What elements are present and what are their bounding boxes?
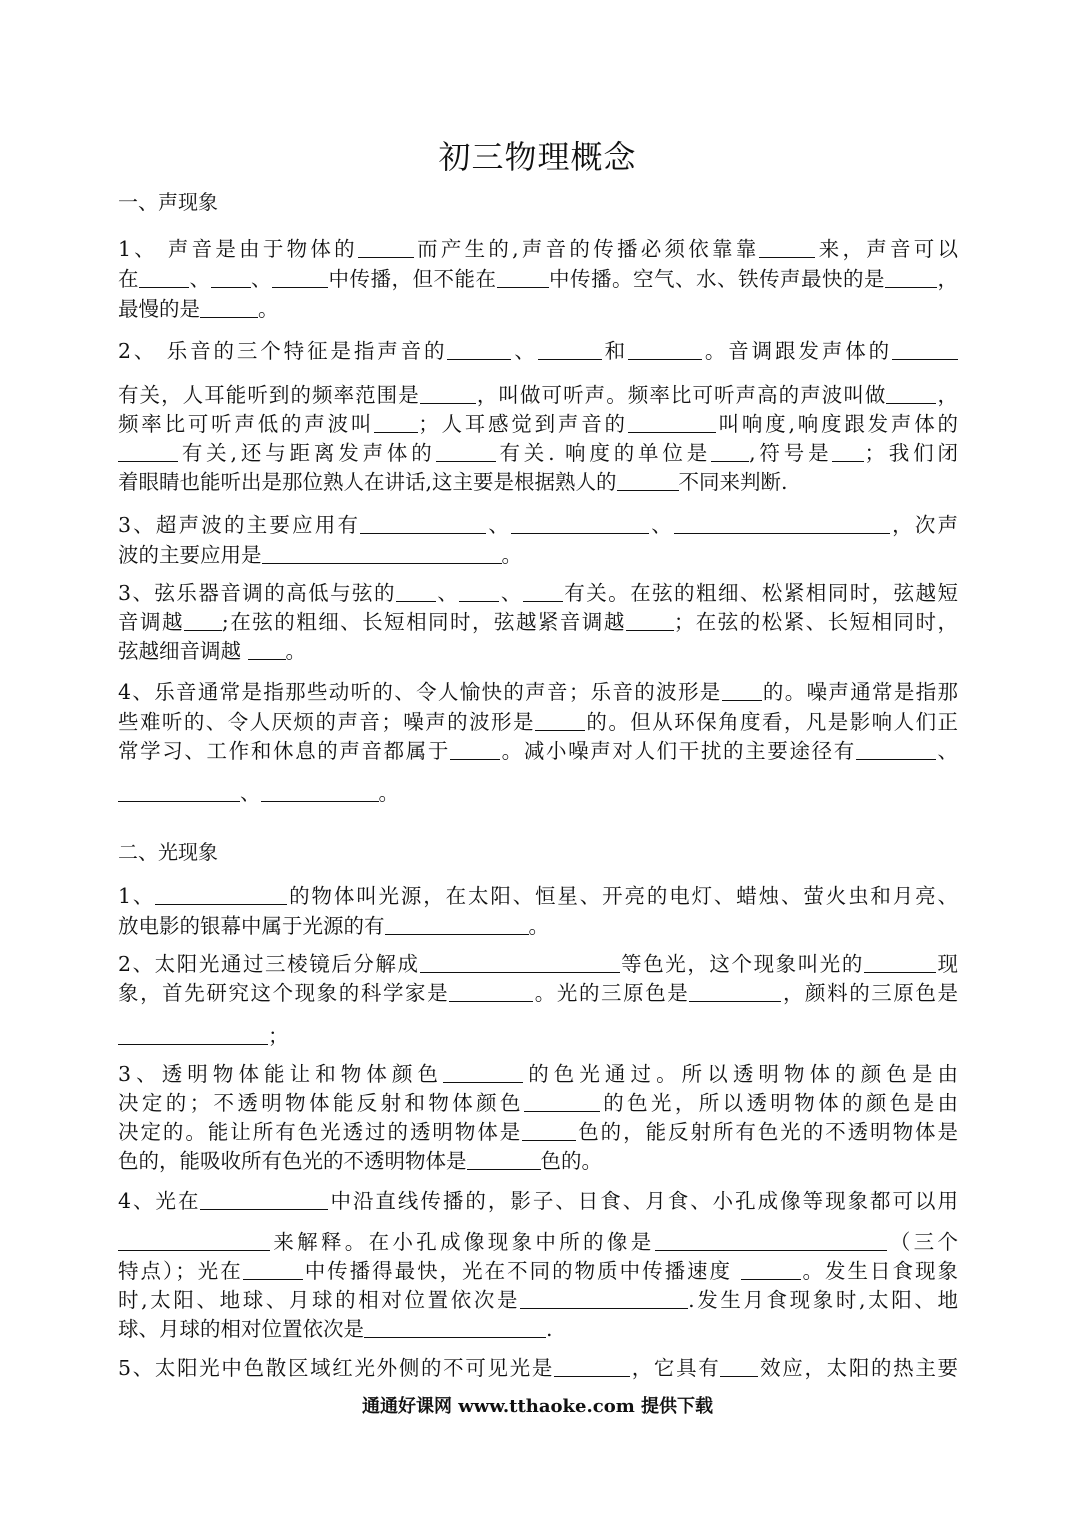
blank <box>885 265 937 288</box>
section-heading-light: 二、光现象 <box>118 840 218 864</box>
blank <box>886 381 936 404</box>
blank <box>628 337 702 360</box>
blank <box>864 950 936 973</box>
page-footer: 通通好课网 www.tthaoke.com 提供下载 <box>361 1396 714 1417</box>
blank <box>360 511 486 534</box>
blank <box>674 511 890 534</box>
blank <box>711 439 749 462</box>
blank <box>722 678 762 701</box>
blank <box>655 1228 887 1251</box>
q2-line-2: 有关，人耳能听到的频率范围是 ，叫做可听声。频率比可听声高的声波叫做 ， <box>118 383 959 407</box>
q4-line-4: 、 。 <box>118 776 958 806</box>
blank <box>554 1354 630 1377</box>
blank <box>139 265 189 288</box>
p3-line-4: 色的，能吸收所有色光的不透明物体是 色的。 <box>118 1149 602 1173</box>
q4-line-2: 些难听的、令人厌烦的声音；噪声的波形是 的。但从环保角度看，凡是影响人们正 <box>118 710 959 734</box>
q3a-line-2: 波的主要应用是 。 <box>118 543 522 567</box>
blank <box>385 912 529 935</box>
blank <box>497 265 549 288</box>
blank <box>200 1187 328 1210</box>
p5-line-1: 5、太阳光中色散区域红光外侧的不可见光是 ，它具有 效应，太阳的热主要 <box>118 1356 959 1380</box>
q4-line-1: 4、乐音通常是指那些动听的、令人愉快的声音；乐音的波形是 的。噪声通常是指那 <box>118 680 959 704</box>
blank <box>832 439 864 462</box>
p1-line-1: 1、 的物体叫光源，在太阳、恒星、开亮的电灯、蜡烛、萤火虫和月亮、 <box>118 884 959 908</box>
blank <box>396 579 436 602</box>
blank <box>184 608 222 631</box>
q1-line-1: 1、 声音是由于物体的 而产生的,声音的传播必须依靠靠 来，声音可以 <box>118 237 959 261</box>
p4-line-4: 时,太阳、地球、月球的相对位置依次是 .发生月食现象时,太阳、地 <box>118 1288 958 1312</box>
blank <box>689 979 781 1002</box>
blank <box>211 265 251 288</box>
p1-line-2: 放电影的银幕中属于光源的有 。 <box>118 914 549 938</box>
blank <box>436 439 496 462</box>
blank <box>420 950 620 973</box>
blank <box>118 1022 268 1045</box>
blank <box>243 1257 303 1280</box>
p4-line-1: 4、光在 中沿直线传播的，影子、日食、月食、小孔成像等现象都可以用 <box>118 1189 959 1213</box>
blank <box>467 1147 541 1170</box>
p2-line-3: ； <box>118 1019 958 1049</box>
p4-line-2: 来解释。在小孔成像现象中所的像是 （三个 <box>118 1225 958 1255</box>
q4-line-3: 常学习、工作和休息的声音都属于 。减小噪声对人们干扰的主要途径有 、 <box>118 739 959 763</box>
blank <box>118 1228 270 1251</box>
blank <box>759 235 815 258</box>
blank <box>262 541 502 564</box>
blank <box>118 439 178 462</box>
blank <box>856 737 936 760</box>
section-heading-sound: 一、声现象 <box>118 190 218 214</box>
blank <box>535 708 585 731</box>
q3b-line-3: 弦越细音调越 。 <box>118 639 307 663</box>
blank <box>272 265 328 288</box>
p3-line-3: 决定的。能让所有色光透过的透明物体是 色的，能反射所有色光的不透明物体是 <box>118 1120 959 1144</box>
q3b-line-2: 音调越 ;在弦的粗细、长短相同时，弦越紧音调越 ；在弦的松紧、长短相同时， <box>118 610 959 634</box>
blank <box>364 1315 546 1338</box>
blank <box>523 579 563 602</box>
p4-line-5: 球、月球的相对位置依次是 . <box>118 1317 553 1341</box>
q2-line-1: 2、 乐音的三个特征是指声音的 、 和 。音调跟发声体的 <box>118 334 958 364</box>
blank <box>617 468 679 491</box>
blank <box>626 608 674 631</box>
blank <box>628 410 716 433</box>
blank <box>443 1060 523 1083</box>
blank <box>892 337 958 360</box>
q1-line-3: 最慢的是 。 <box>118 297 279 321</box>
blank <box>449 979 533 1002</box>
blank <box>538 337 602 360</box>
q3a-line-1: 3、超声波的主要应用有 、 、 ，次声 <box>118 513 959 537</box>
blank <box>524 1089 600 1112</box>
p3-line-1: 3、透明物体能让和物体颜色 的色光通过。所以透明物体的颜色是由 <box>118 1062 958 1086</box>
blank <box>420 381 476 404</box>
blank <box>741 1257 801 1280</box>
q2-line-5: 着眼睛也能听出是那位熟人在讲话,这主要是根据熟人的 不同来判断. <box>118 470 788 494</box>
q2-line-3: 频率比可听声低的声波叫 ；人耳感觉到声音的 叫响度,响度跟发声体的 <box>118 412 958 436</box>
blank <box>450 737 500 760</box>
p4-line-3: 特点）；光在 中传播得最快，光在不同的物质中传播速度 。发生日食现象 <box>118 1259 959 1283</box>
blank <box>511 511 649 534</box>
blank <box>200 295 258 318</box>
blank <box>261 779 379 802</box>
p2-line-2: 象，首先研究这个现象的科学家是 。光的三原色是 ，颜料的三原色是 <box>118 981 959 1005</box>
blank <box>248 637 286 660</box>
p3-line-2: 决定的；不透明物体能反射和物体颜色 的色光，所以透明物体的颜色是由 <box>118 1091 958 1115</box>
blank <box>459 579 499 602</box>
blank <box>118 779 240 802</box>
p2-line-1: 2、太阳光通过三棱镜后分解成 等色光，这个现象叫光的 现 <box>118 952 959 976</box>
blank <box>520 1286 688 1309</box>
blank <box>720 1354 758 1377</box>
blank <box>522 1118 576 1141</box>
blank <box>447 337 511 360</box>
blank <box>374 410 418 433</box>
q1-line-2: 在 、 、 中传播，但不能在 中传播。空气、水、铁传声最快的是 ， <box>118 267 958 291</box>
q3b-line-1: 3、弦乐器音调的高低与弦的 、 、 有关。在弦的粗细、松紧相同时，弦越短 <box>118 581 959 605</box>
page-title: 初三物理概念 <box>438 138 637 176</box>
blank <box>358 235 414 258</box>
q2-line-4: 有关,还与距离发声体的 有关. 响度的单位是 ,符号是 ；我们闭 <box>118 436 958 466</box>
blank <box>155 882 287 905</box>
